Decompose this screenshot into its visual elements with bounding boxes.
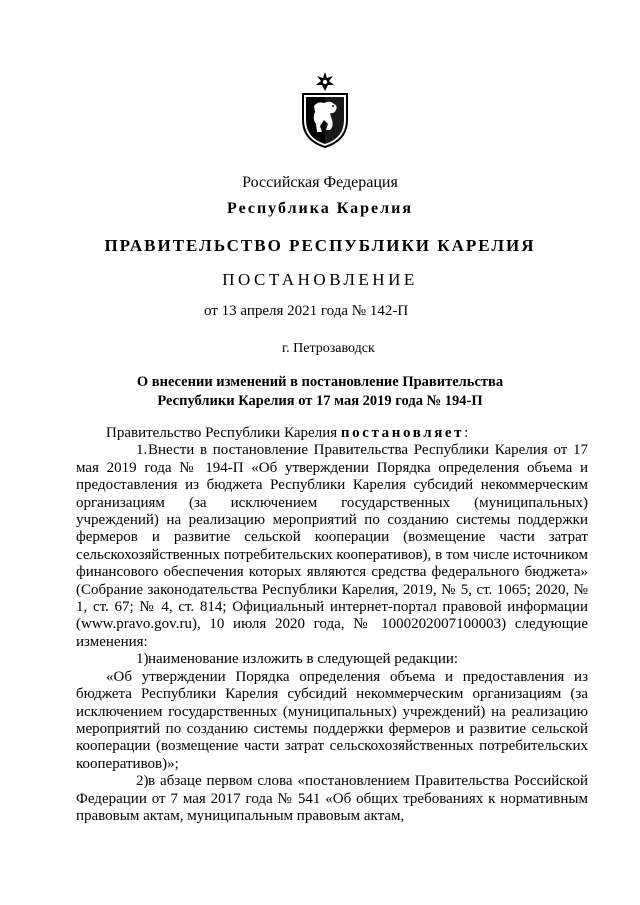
subitem-2-number: 2) <box>136 773 149 790</box>
intro-paragraph <box>76 425 588 442</box>
document-type: ПОСТАНОВЛЕНИЕ <box>222 270 418 289</box>
subitem-1-number: 1) <box>136 651 149 668</box>
document-body <box>76 425 588 825</box>
subitem-1-paragraph <box>76 651 588 668</box>
republic-name: Республика Карелия <box>227 200 413 217</box>
document-number: от 13 апреля 2021 года № 142-П <box>204 303 409 319</box>
subitem-2-text: в абзаце первом слова «постановлением Правительства Российской Федерации от 7 мая 2017 года № 541 «Об общих требованиях к нормативным правовым актам, муниципальным правовым актам, <box>76 773 588 824</box>
document-city: г. Петрозаводск <box>282 341 375 356</box>
quote-paragraph: «Об утверждении Порядка определения объема и предоставления из бюджета Республики Карелия субсидий некоммерческим организациям (за исключением государственных (муниципальных) учреждений) на реализацию мероприятий по созданию системы поддержки фермеров и развитие сельской кооперации (возмещение части затрат сельскохозяйственных потребительских кооперативов)»; <box>76 668 588 772</box>
item-1-text: Внести в постановление Правительства Республики Карелия от 17 мая 2019 года № 194-П «Об утверждении Порядка определения объема и предоставления из бюджета Республики Карелия субсидий некоммерческим организациям (за исключением государственных (муниципальных) учреждений) на реализацию мероприятий по созданию системы поддержки фермеров и развитие сельской кооперации (возмещение части затрат сельскохозяйственных потребительских кооперативов), в том числе источником финансового обеспечения которых являются средства федерального бюджета» (Собрание законодательства Республики Карелия, 2019, № 5, ст. 1065; 2020, № 1, ст. 67; № 4, ст. 814; Официальный интернет-портал правовой информации (www.pravo.gov.ru), 10 июля 2020 года, № 1000202007100003) следующие изменения: <box>76 442 588 650</box>
subitem-1-text: наименование изложить в следующей редакции: <box>148 651 459 668</box>
item-1-number: 1. <box>136 442 148 459</box>
government-name: ПРАВИТЕЛЬСТВО РЕСПУБЛИКИ КАРЕЛИЯ <box>104 236 536 255</box>
subitem-2-paragraph <box>76 773 588 825</box>
country-name: Российская Федерация <box>242 174 398 191</box>
document-title-line-2: Республики Карелия от 17 мая 2019 года № 194-П <box>157 393 483 409</box>
item-1-paragraph <box>76 442 588 651</box>
intro-suffix: : <box>464 425 469 441</box>
document-title-line-1: О внесении изменений в постановление Правительства <box>136 374 504 390</box>
intro-decree-word: постановляет <box>340 425 465 441</box>
karelia-coat-of-arms-icon <box>300 72 350 148</box>
intro-prefix: Правительство Республики Карелия <box>106 425 338 441</box>
